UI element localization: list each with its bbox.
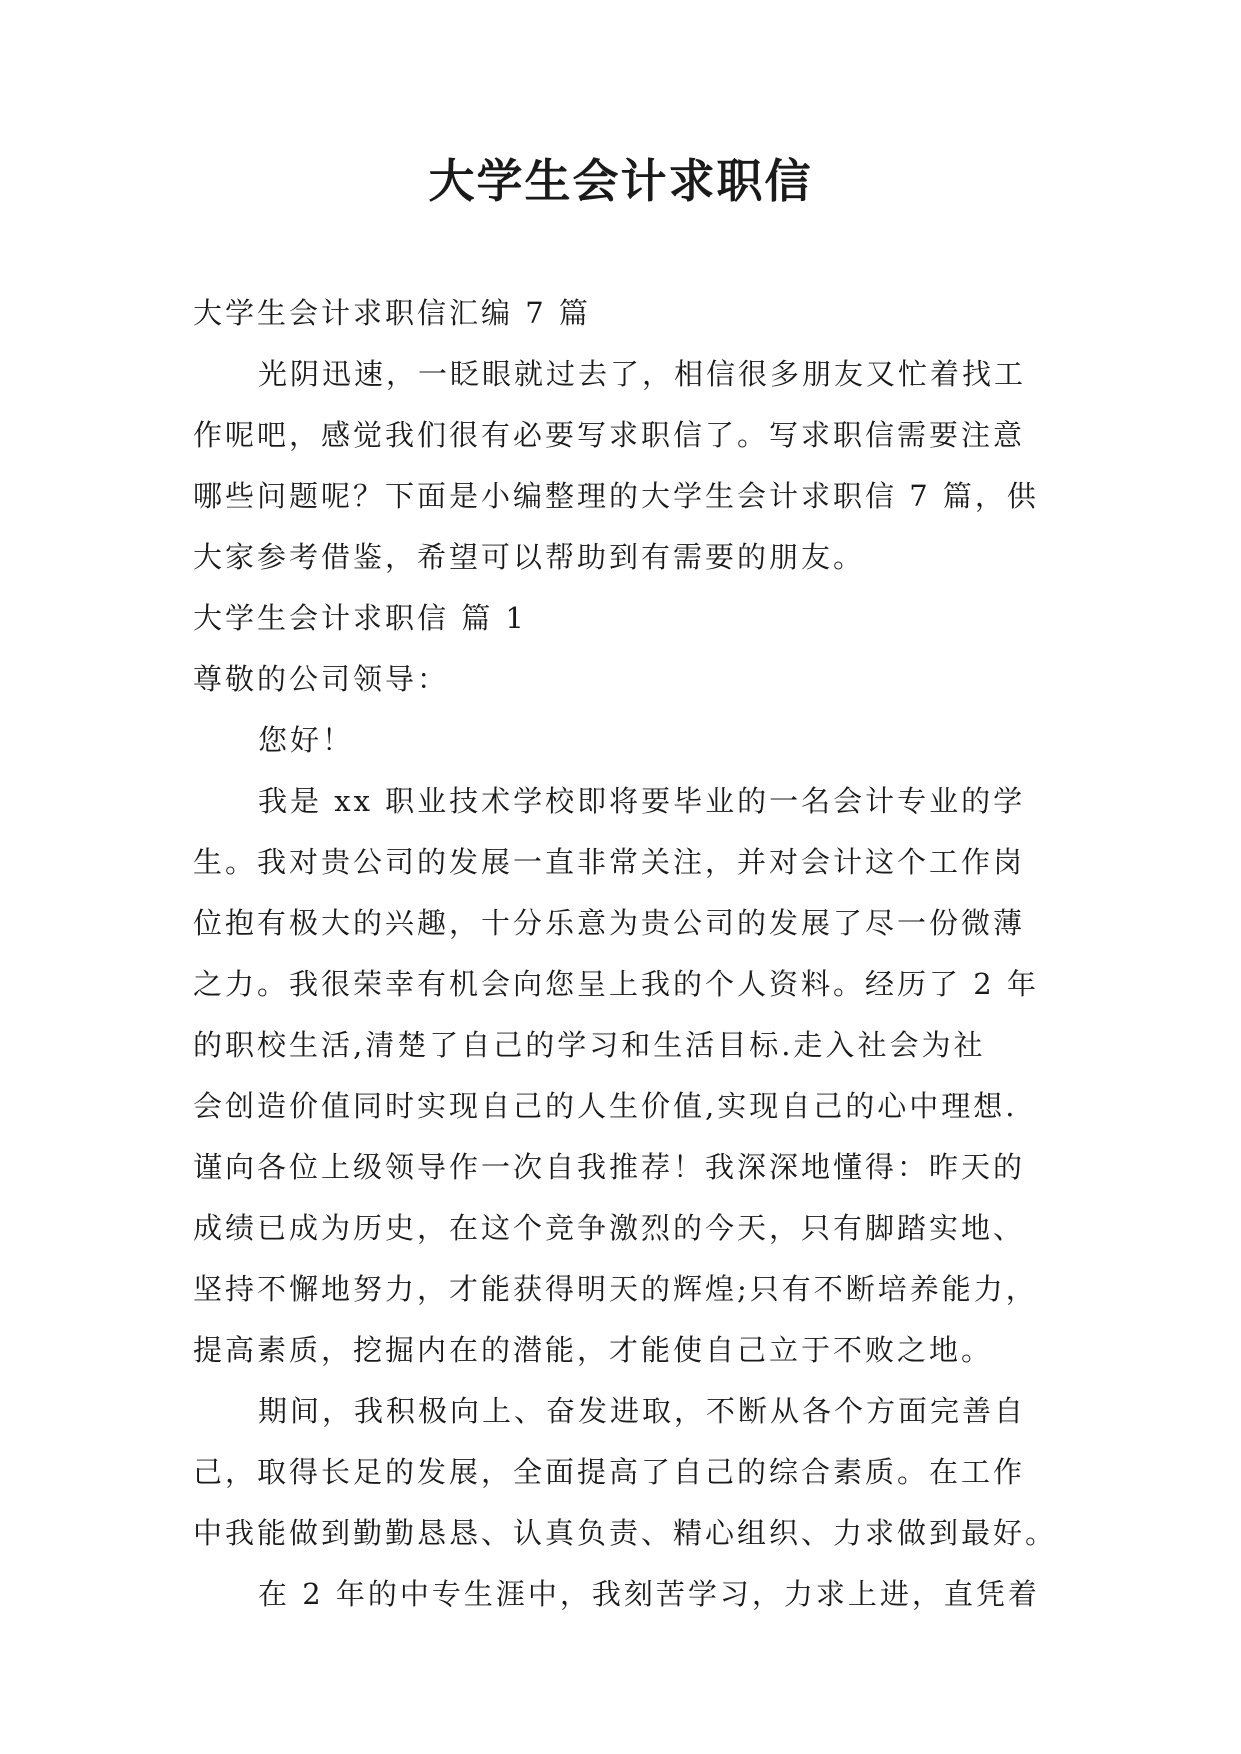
document-title: 大学生会计求职信	[428, 154, 813, 208]
salutation: 尊敬的公司领导：	[193, 662, 450, 696]
paragraph-line: 我是 xx 职业技术学校即将要毕业的一名会计专业的学	[258, 784, 1026, 818]
paragraph-line: 哪些问题呢？下面是小编整理的大学生会计求职信 7 篇，供	[193, 479, 1039, 513]
paragraph-line: 成绩已成为历史，在这个竞争激烈的今天，只有脚踏实地、	[193, 1211, 1026, 1245]
paragraph-line: 会创造价值同时实现自己的人生价值,实现自己的心中理想.	[193, 1089, 1018, 1123]
paragraph-line: 在 2 年的中专生涯中，我刻苦学习，力求上进，直凭着	[258, 1577, 1040, 1611]
paragraph-line: 生。我对贵公司的发展一直非常关注，并对会计这个工作岗	[193, 845, 1026, 879]
section-heading: 大学生会计求职信 篇 1	[193, 601, 527, 635]
paragraph-line: 己，取得长足的发展，全面提高了自己的综合素质。在工作	[193, 1455, 1026, 1489]
paragraph-line: 坚持不懈地努力，才能获得明天的辉煌;只有不断培养能力，	[193, 1272, 1038, 1306]
paragraph-line: 位抱有极大的兴趣，十分乐意为贵公司的发展了尽一份微薄	[193, 906, 1026, 940]
paragraph-line: 大家参考借鉴，希望可以帮助到有需要的朋友。	[193, 540, 866, 574]
paragraph-line: 光阴迅速，一眨眼就过去了，相信很多朋友又忙着找工	[258, 357, 1027, 391]
paragraph-line: 期间，我积极向上、奋发进取，不断从各个方面完善自	[258, 1394, 1027, 1428]
greeting: 您好！	[258, 723, 355, 757]
document-body	[193, 283, 1058, 1625]
paragraph-line: 的职校生活,清楚了自己的学习和生活目标.走入社会为社	[193, 1028, 986, 1062]
paragraph-line: 作呢吧，感觉我们很有必要写求职信了。写求职信需要注意	[193, 418, 1026, 452]
paragraph-line: 提高素质，挖掘内在的潜能，才能使自己立于不败之地。	[193, 1333, 994, 1367]
paragraph-line: 之力。我很荣幸有机会向您呈上我的个人资料。经历了 2 年	[193, 967, 1039, 1001]
subtitle-line: 大学生会计求职信汇编 7 篇	[193, 296, 591, 330]
paragraph-line: 谨向各位上级领导作一次自我推荐！我深深地懂得：昨天的	[193, 1150, 1026, 1184]
paragraph-line: 中我能做到勤勤恳恳、认真负责、精心组织、力求做到最好。	[193, 1516, 1058, 1550]
